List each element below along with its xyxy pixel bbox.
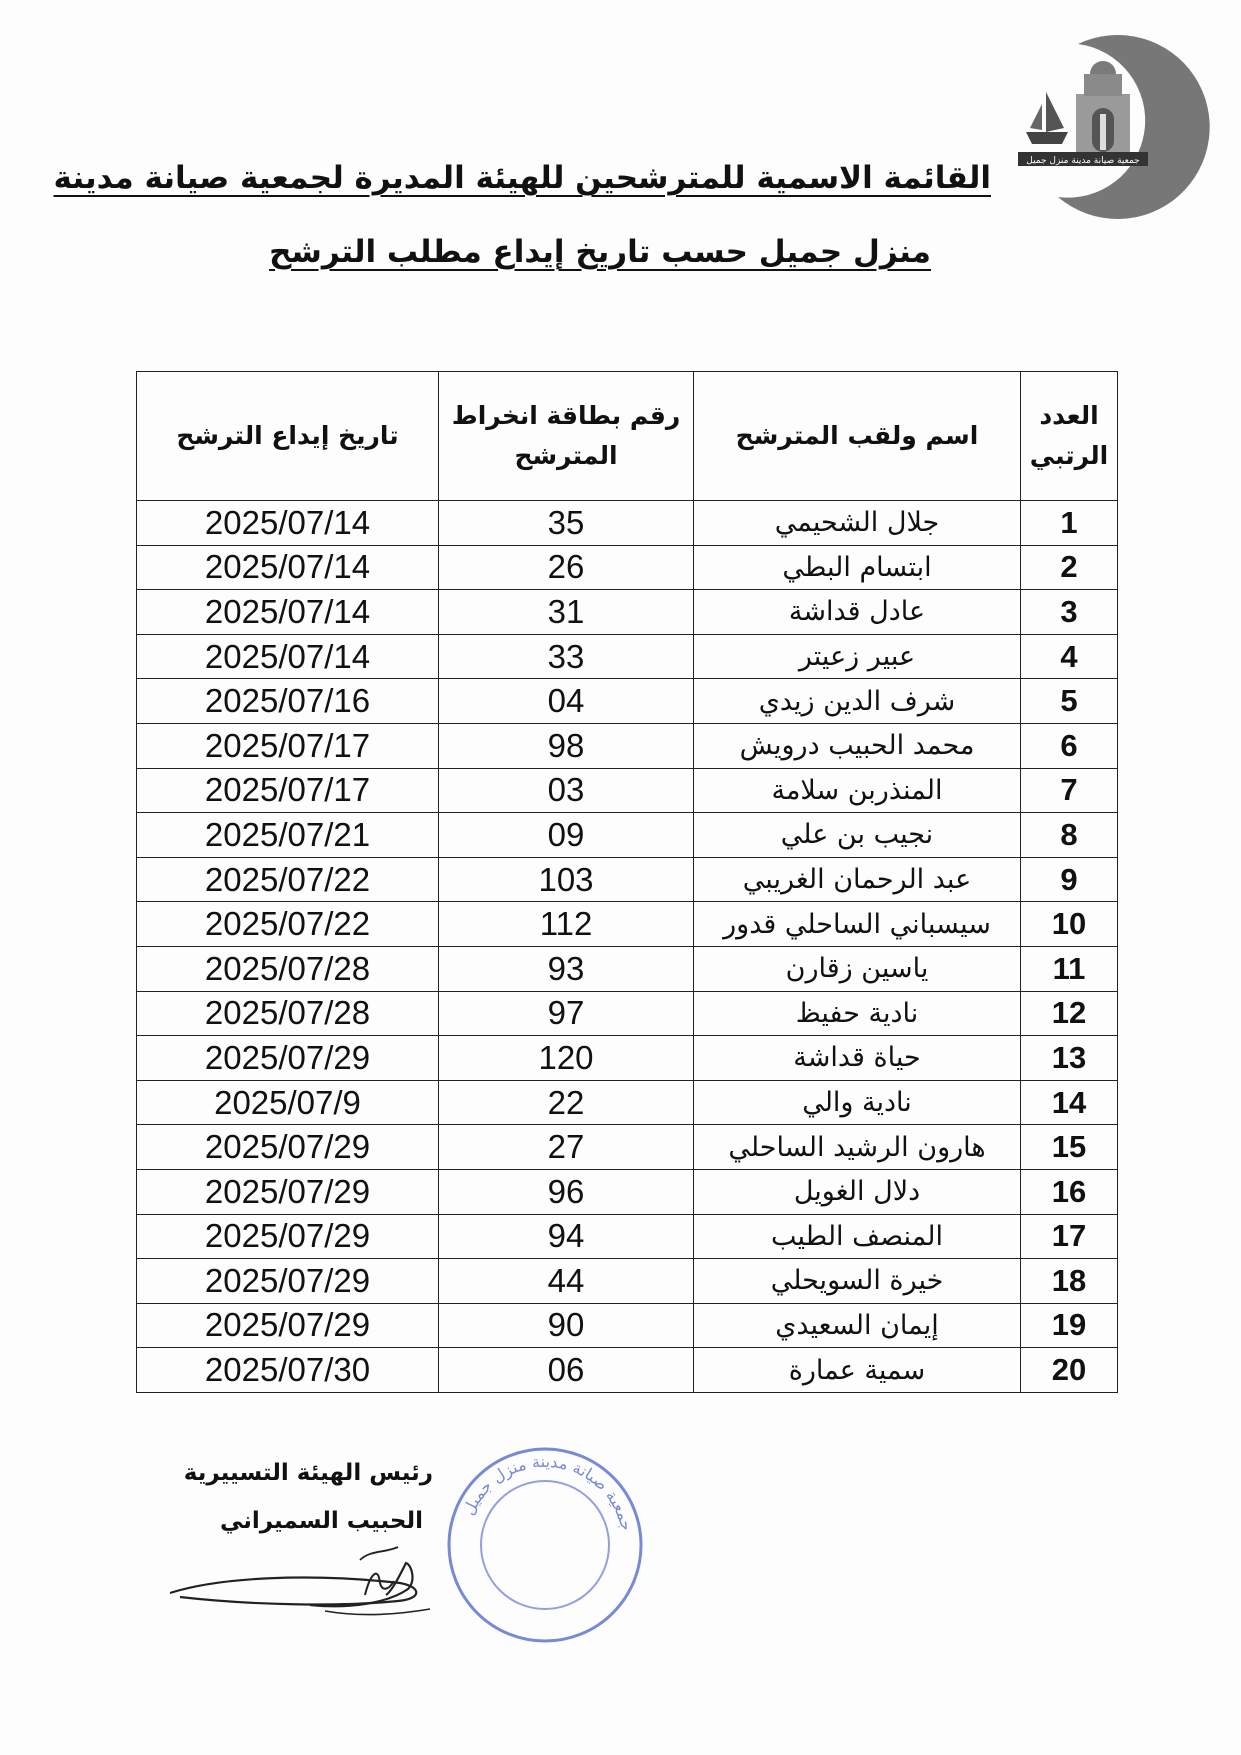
header-date: تاريخ إيداع الترشح — [137, 372, 439, 501]
table-row — [137, 634, 1118, 679]
row-number: 1 — [1021, 501, 1118, 546]
filing-date: 2025/07/29 — [137, 1303, 439, 1348]
candidate-name: خيرة السويحلي — [694, 1259, 1021, 1304]
filing-date: 2025/07/17 — [137, 723, 439, 768]
table-row — [137, 768, 1118, 813]
row-number: 11 — [1021, 946, 1118, 991]
table-row — [137, 590, 1118, 635]
filing-date: 2025/07/28 — [137, 946, 439, 991]
header-number — [1021, 372, 1118, 501]
candidate-name: جلال الشحيمي — [694, 501, 1021, 546]
candidate-name: ياسين زقارن — [694, 946, 1021, 991]
header-card-line-2: المترشح — [514, 441, 618, 470]
table-row — [137, 1080, 1118, 1125]
filing-date: 2025/07/14 — [137, 545, 439, 590]
row-number: 20 — [1021, 1348, 1118, 1393]
table-row — [137, 679, 1118, 724]
card-number: 27 — [439, 1125, 694, 1170]
header-number-line-2: الرتبي — [1029, 441, 1109, 470]
row-number: 14 — [1021, 1080, 1118, 1125]
filing-date: 2025/07/22 — [137, 857, 439, 902]
row-number: 13 — [1021, 1036, 1118, 1081]
signatory-name: الحبيب السميراني — [219, 1508, 423, 1534]
card-number: 09 — [439, 813, 694, 858]
card-number: 22 — [439, 1080, 694, 1125]
row-number: 16 — [1021, 1169, 1118, 1214]
table-row — [137, 813, 1118, 858]
table-row — [137, 1125, 1118, 1170]
candidate-name: عبير زعيتر — [694, 634, 1021, 679]
filing-date: 2025/07/16 — [137, 679, 439, 724]
round-stamp-icon — [440, 1440, 650, 1650]
card-number: 90 — [439, 1303, 694, 1348]
card-number: 33 — [439, 634, 694, 679]
row-number: 6 — [1021, 723, 1118, 768]
card-number: 98 — [439, 723, 694, 768]
header-card — [439, 372, 694, 501]
candidate-name: نادية حفيظ — [694, 991, 1021, 1036]
row-number: 3 — [1021, 590, 1118, 635]
filing-date: 2025/07/29 — [137, 1125, 439, 1170]
association-logo-icon — [1018, 22, 1224, 222]
table-row — [137, 991, 1118, 1036]
page-title-line-2: منزل جميل حسب تاريخ إيداع مطلب الترشح — [269, 234, 931, 270]
table-row — [137, 1036, 1118, 1081]
candidate-name: سمية عمارة — [694, 1348, 1021, 1393]
filing-date: 2025/07/9 — [137, 1080, 439, 1125]
handwritten-signature-icon — [160, 1525, 450, 1635]
table-row — [137, 501, 1118, 546]
filing-date: 2025/07/17 — [137, 768, 439, 813]
row-number: 17 — [1021, 1214, 1118, 1259]
card-number: 96 — [439, 1169, 694, 1214]
filing-date: 2025/07/28 — [137, 991, 439, 1036]
candidate-name: ابتسام البطي — [694, 545, 1021, 590]
row-number: 4 — [1021, 634, 1118, 679]
candidate-name: إيمان السعيدي — [694, 1303, 1021, 1348]
card-number: 44 — [439, 1259, 694, 1304]
card-number: 26 — [439, 545, 694, 590]
card-number: 97 — [439, 991, 694, 1036]
row-number: 15 — [1021, 1125, 1118, 1170]
signatory-title: رئيس الهيئة التسييرية — [183, 1460, 433, 1486]
filing-date: 2025/07/14 — [137, 634, 439, 679]
candidate-name: المنذربن سلامة — [694, 768, 1021, 813]
table-row — [137, 1303, 1118, 1348]
table-row — [137, 902, 1118, 947]
candidate-name: دلال الغويل — [694, 1169, 1021, 1214]
header-number-line-1: العدد — [1039, 401, 1099, 430]
card-number: 31 — [439, 590, 694, 635]
table-row — [137, 1259, 1118, 1304]
candidate-name: عبد الرحمان الغريبي — [694, 857, 1021, 902]
table-row — [137, 545, 1118, 590]
candidate-name: نادية والي — [694, 1080, 1021, 1125]
filing-date: 2025/07/30 — [137, 1348, 439, 1393]
candidate-name: محمد الحبيب درويش — [694, 723, 1021, 768]
card-number: 94 — [439, 1214, 694, 1259]
table-row — [137, 946, 1118, 991]
filing-date: 2025/07/29 — [137, 1214, 439, 1259]
table-body — [137, 501, 1118, 1393]
filing-date: 2025/07/14 — [137, 501, 439, 546]
table-row — [137, 723, 1118, 768]
card-number: 04 — [439, 679, 694, 724]
table-row — [137, 857, 1118, 902]
header-name: اسم ولقب المترشح — [694, 372, 1021, 501]
row-number: 2 — [1021, 545, 1118, 590]
card-number: 103 — [439, 857, 694, 902]
card-number: 112 — [439, 902, 694, 947]
filing-date: 2025/07/29 — [137, 1259, 439, 1304]
filing-date: 2025/07/14 — [137, 590, 439, 635]
candidate-name: المنصف الطيب — [694, 1214, 1021, 1259]
card-number: 03 — [439, 768, 694, 813]
filing-date: 2025/07/29 — [137, 1036, 439, 1081]
card-number: 120 — [439, 1036, 694, 1081]
candidate-name: عادل قداشة — [694, 590, 1021, 635]
row-number: 7 — [1021, 768, 1118, 813]
header-card-line-1: رقم بطاقة انخراط — [451, 401, 681, 430]
filing-date: 2025/07/21 — [137, 813, 439, 858]
row-number: 19 — [1021, 1303, 1118, 1348]
card-number: 35 — [439, 501, 694, 546]
row-number: 9 — [1021, 857, 1118, 902]
candidate-name: حياة قداشة — [694, 1036, 1021, 1081]
row-number: 18 — [1021, 1259, 1118, 1304]
row-number: 12 — [1021, 991, 1118, 1036]
filing-date: 2025/07/29 — [137, 1169, 439, 1214]
filing-date: 2025/07/22 — [137, 902, 439, 947]
candidate-name: نجيب بن علي — [694, 813, 1021, 858]
table-row — [137, 1169, 1118, 1214]
row-number: 5 — [1021, 679, 1118, 724]
candidates-table — [136, 371, 1118, 1393]
page-title-line-1: القائمة الاسمية للمترشحين للهيئة المديرة لجمعية صيانة مدينة — [53, 160, 991, 196]
table-row — [137, 1214, 1118, 1259]
table-header-row — [137, 372, 1118, 501]
candidate-name: شرف الدين زيدي — [694, 679, 1021, 724]
card-number: 93 — [439, 946, 694, 991]
candidate-name: هارون الرشيد الساحلي — [694, 1125, 1021, 1170]
logo-text: جمعية صيانة مدينة منزل جميل — [1026, 156, 1140, 166]
table-row — [137, 1348, 1118, 1393]
row-number: 8 — [1021, 813, 1118, 858]
row-number: 10 — [1021, 902, 1118, 947]
candidate-name: سيسباني الساحلي قدور — [694, 902, 1021, 947]
stamp-text: جمعية صيانة مدينة منزل جميل — [458, 1451, 637, 1533]
card-number: 06 — [439, 1348, 694, 1393]
